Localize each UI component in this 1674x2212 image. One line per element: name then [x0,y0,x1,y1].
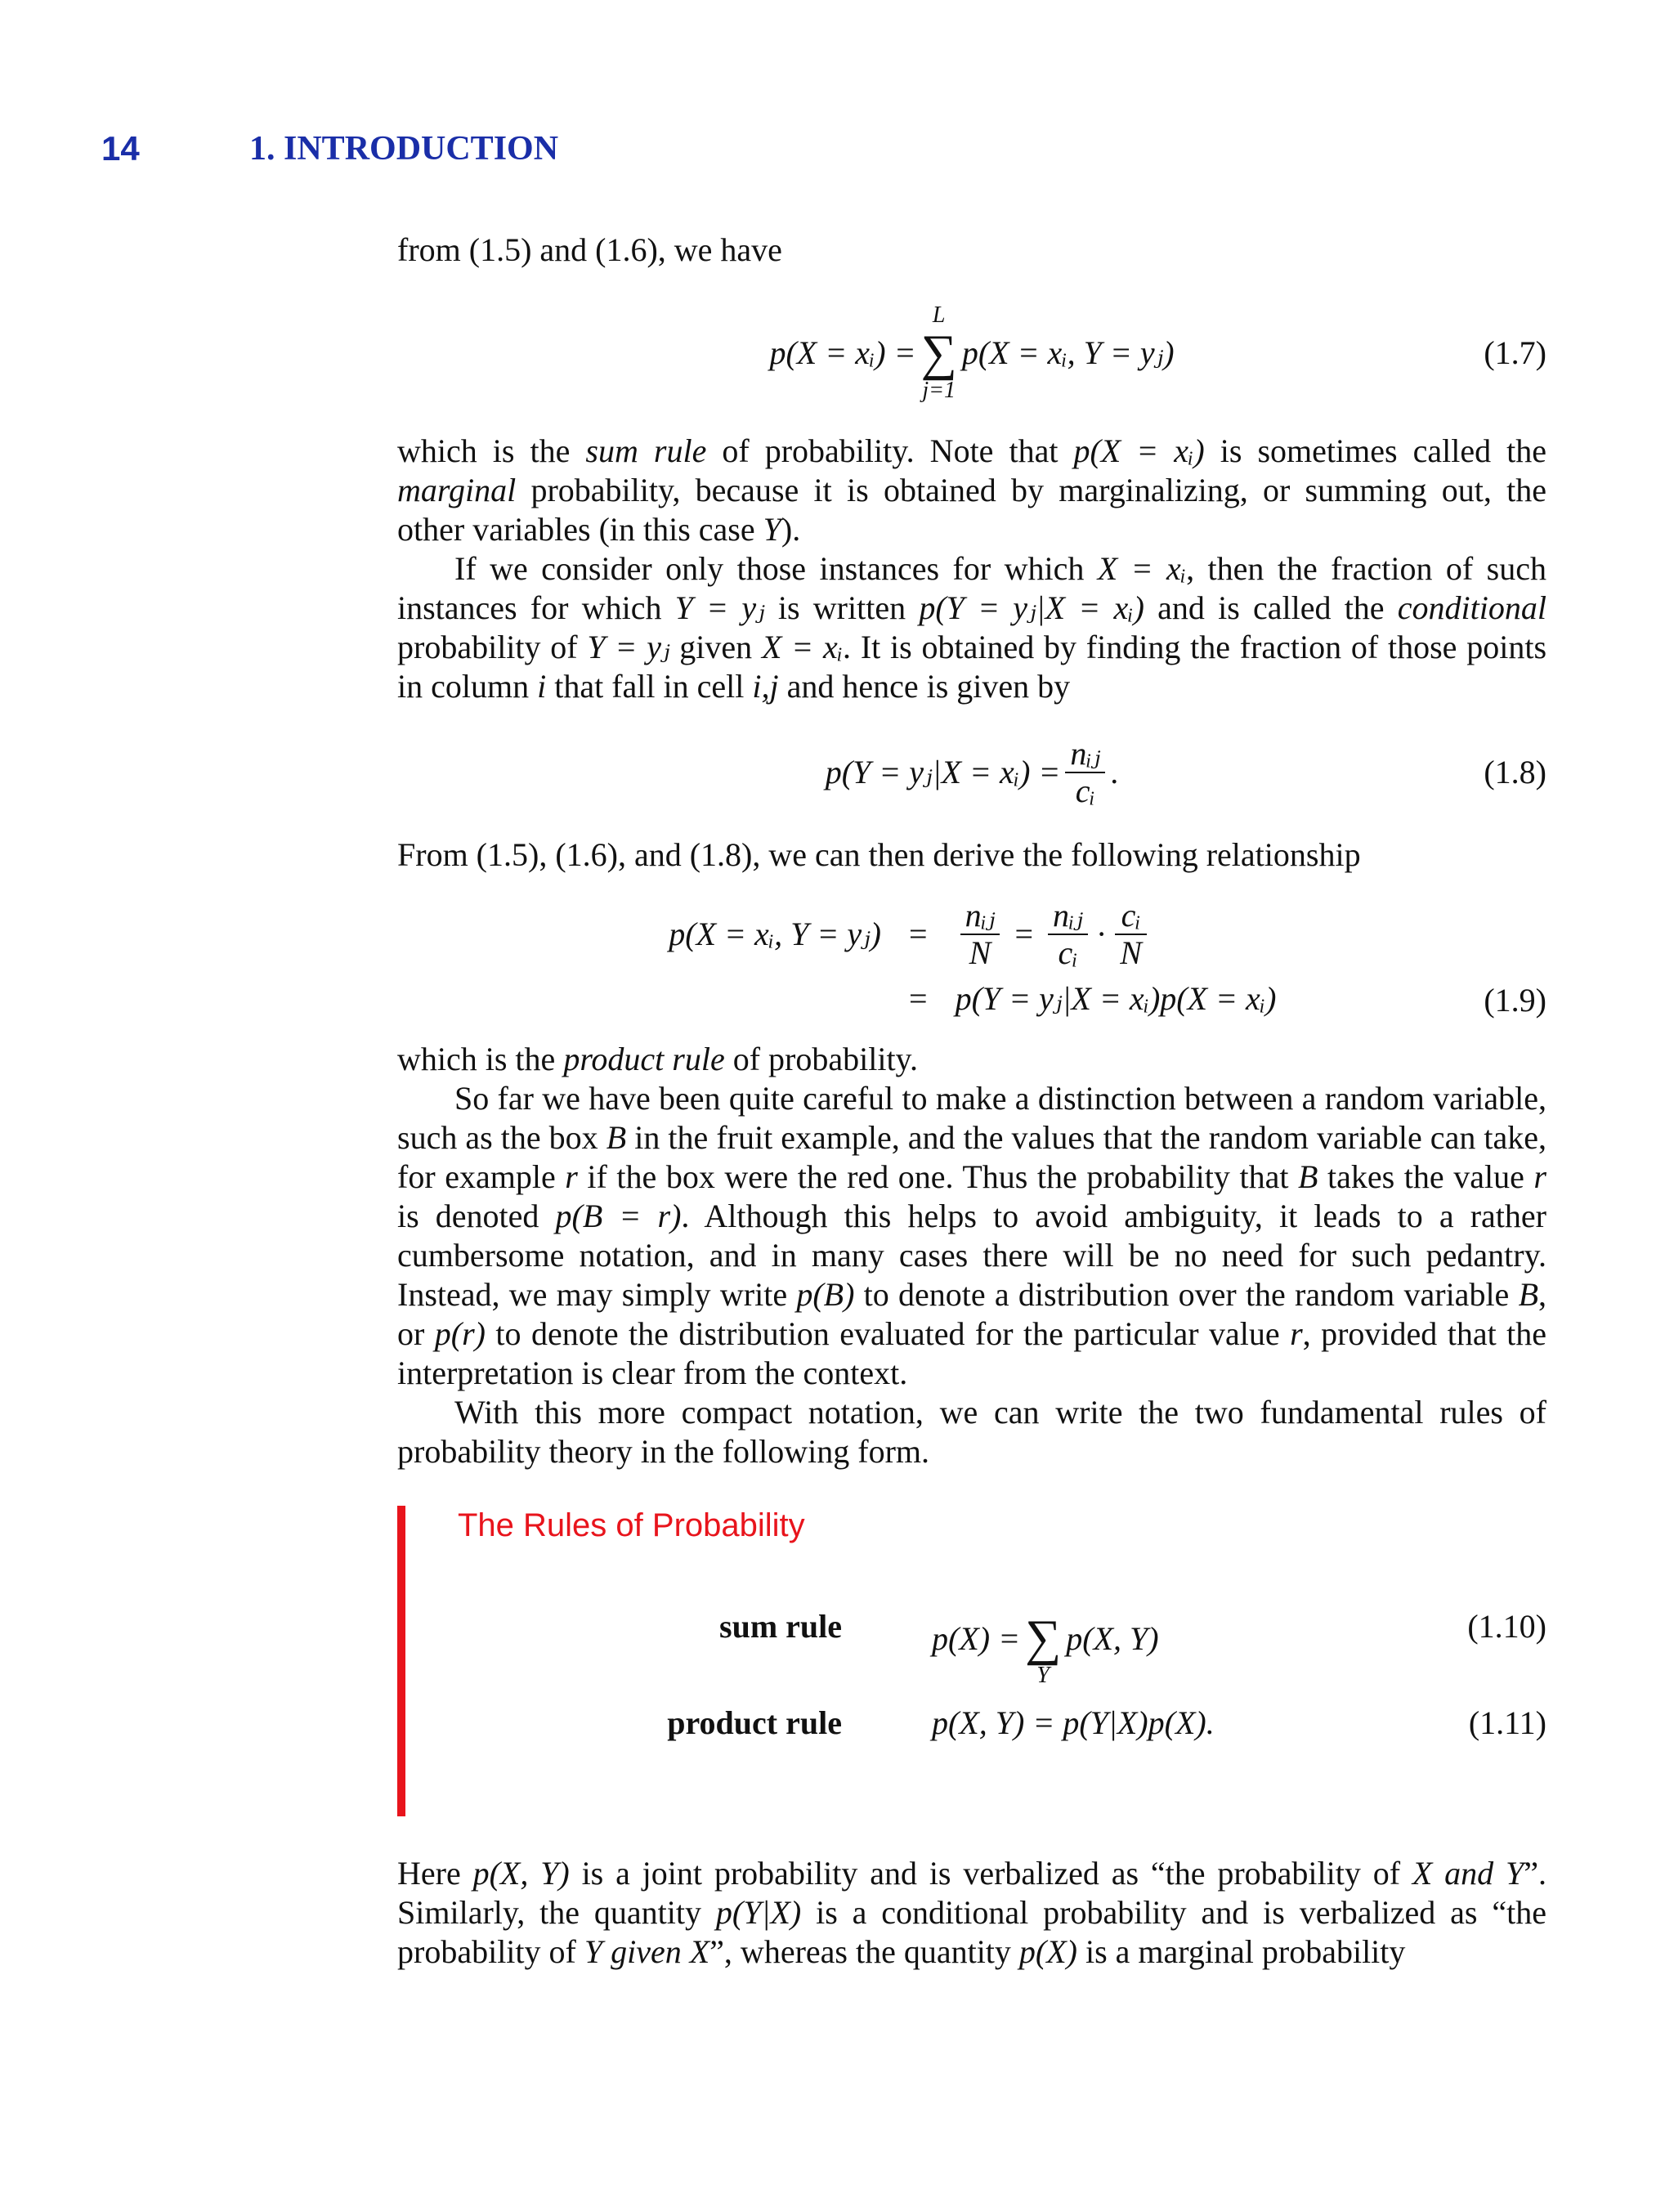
rules-of-probability-box [397,1506,1546,1816]
rules-box-title: The Rules of Probability [458,1507,805,1543]
eq19-lhs: p(X = xᵢ, Y = yⱼ) [669,916,881,952]
page-number: 14 [101,129,140,168]
paragraph-derive: From (1.5), (1.6), and (1.8), we can then derive the following relationship [397,836,1361,873]
product-rule-label: product rule [667,1704,842,1741]
paragraph-so-far: So far we have been quite careful to make a distinction between a random variable, such as the box B in the fruit example, and the values that the random variable can take, for example r if the box were the red one. Thus the probability that B takes the value r is denoted p(B = r). Although this helps to avoid ambiguity, it leads to a rather cumbersome notation, and in many cases there will be no need for such pedantry. Instead, we may simply write p(B) to denote a distribution over the random variable B, or p(r) to denote the distribution evaluated for the particular value r, provided that the interpretation is clear from the context. [397,1080,1546,1391]
paragraph-here: Here p(X, Y) is a joint probability and is verbalized as “the probability of X and Y”. Similarly, the quantity p(Y|X) is a conditional probability and is verbalized as “the probability of Y given X”, whereas the quantity p(X) is a marginal probability [397,1855,1547,1970]
paragraph-from-intro: from (1.5) and (1.6), we have [397,231,782,268]
paragraph-compact: With this more compact notation, we can write the two fundamental rules of probability theory in the following form. [397,1394,1546,1470]
eq18-number: (1.8) [1484,754,1546,790]
product-rule-number: (1.11) [1468,1704,1546,1741]
page-header [0,123,1674,180]
eq19-fraction-1: $\frac{\text{nᵢⱼ}}{N}$ [960,898,1000,971]
sum-rule-formula: p(X) = ∑ Y p(X, Y) [932,1610,1159,1688]
product-rule-row [458,1699,1546,1748]
eq18-fraction: $\frac{\text{nᵢⱼ}}{\text{cᵢ}}$ [1065,736,1105,809]
paragraph-conditional: If we consider only those instances for which X = xᵢ, then the fraction of such instances for which Y = yⱼ is written p(Y = yⱼ|X = xᵢ) and is called the conditional probability of Y = yⱼ given X = xᵢ. It is obtained by finding the fraction of those points in column i that fall in cell i,j and hence is given by [397,550,1547,705]
eq17-lower-limit: j=1 [922,378,956,403]
eq17-upper-limit: L [932,302,946,328]
eq18-lhs: p(Y = yⱼ|X = xᵢ) = [825,754,1061,790]
page-body [397,231,1546,1972]
paragraph-product-rule: which is the product rule of probability. [397,1041,918,1077]
chapter-title: 1. INTRODUCTION [249,130,559,168]
product-rule-formula: p(X, Y) = p(Y|X)p(X). [932,1704,1215,1741]
eq19-line2: p(Y = yⱼ|X = xᵢ)p(X = xᵢ) [955,980,1277,1017]
equation-1-9: p(X = xᵢ, Y = yⱼ) = $\frac{\text{nᵢⱼ}}{N}$ = $\frac{\text{nᵢⱼ}}{\text{cᵢ}}$ · $\frac{\text{cᵢ}}{N}$ = p(Y = yⱼ|X = xᵢ)p(X = xᵢ) (1.9) [397,889,1546,1028]
sum-rule-label: sum rule [719,1608,842,1645]
sum-rule-sum: ∑ Y [1025,1610,1062,1688]
eq19-fraction-2: $\frac{\text{nᵢⱼ}}{\text{cᵢ}}$ [1048,898,1088,971]
sum-rule-row [458,1594,1546,1688]
sum-rule-number: (1.10) [1467,1608,1546,1645]
eq17-rhs: p(X = xᵢ, Y = yⱼ) [961,334,1175,371]
paragraph-sum-rule: which is the sum rule of probability. Note that p(X = xᵢ) is sometimes called the marginal probability, because it is obtained by marginalizing, or summing out, the other variables (in this case Y). [397,432,1546,548]
sum-symbol: ∑ [920,325,957,381]
eq19-fraction-3: $\frac{\text{cᵢ}}{N}$ [1115,898,1147,971]
eq17-number: (1.7) [1484,334,1546,371]
equation-1-8: p(Y = yⱼ|X = xᵢ) = $\frac{\text{nᵢⱼ}}{\text{cᵢ}}$ . (1.8) [825,735,1546,809]
eq19-number: (1.9) [1484,982,1546,1019]
eq17-sum [921,302,957,404]
equation-1-7 [397,302,1546,403]
eq17-lhs: p(X = xᵢ) = [769,334,916,371]
